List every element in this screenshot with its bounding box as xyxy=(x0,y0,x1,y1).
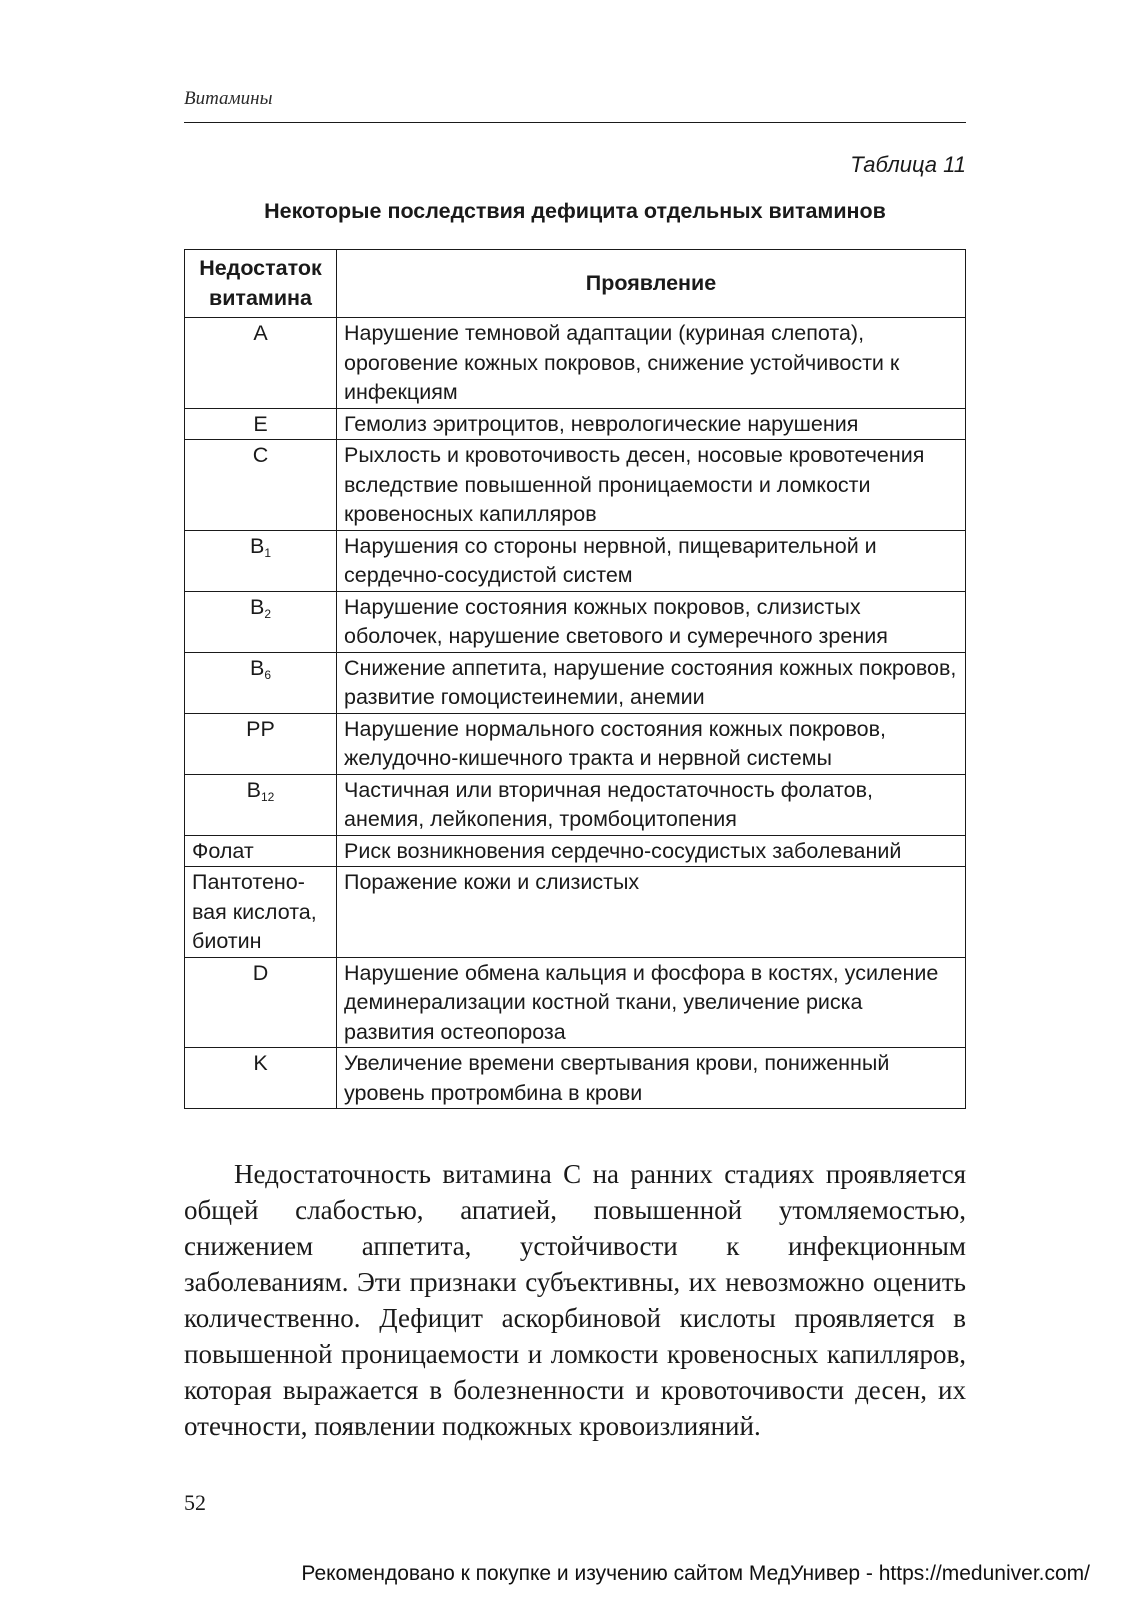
vitamin-subscript: 6 xyxy=(264,667,272,682)
vitamin-cell xyxy=(185,835,337,867)
watermark-text: Рекомендовано к покупке и изучению сайтом МедУнивер - https://meduniver.com/ xyxy=(301,1562,1090,1585)
effect-cell: Нарушения со стороны нервной, пищеварительной и сердечно-сосудистой систем xyxy=(337,530,966,591)
table-row xyxy=(185,1048,966,1109)
body-paragraph: Недостаточность витамина C на ранних стадиях проявляется общей слабостью, апатией, повышенной утомляемостью, снижением аппетита, устойчивости к инфекционным заболеваниям. Эти признаки субъективны, их невозможно оценить количественно. Дефицит аскорбиновой кислоты проявляется в повышенной проницаемости и ломкости кровеносных капилляров, которая выражается в болезненности и кровоточивости десен, их отечности, появлении подкожных кровоизлияний. xyxy=(184,1159,966,1441)
header-rule xyxy=(184,122,966,123)
effect-cell: Нарушение состояния кожных покровов, слизистых оболочек, нарушение светового и сумеречного зрения xyxy=(337,591,966,652)
effect-cell: Частичная или вторичная недостаточность фолатов, анемия, лейкопения, тромбоцитопения xyxy=(337,774,966,835)
effect-cell: Нарушение обмена кальция и фосфора в костях, усиление деминерализации костной ткани, увеличение риска развития остеопороза xyxy=(337,957,966,1048)
vitamin-cell xyxy=(185,408,337,440)
effect-cell: Поражение кожи и слизистых xyxy=(337,867,966,958)
running-head: Витамины xyxy=(184,88,273,109)
vitamin-cell xyxy=(185,867,337,958)
vitamin-cell xyxy=(185,652,337,713)
table-row xyxy=(185,530,966,591)
vitamin-cell xyxy=(185,1048,337,1109)
table-row xyxy=(185,835,966,867)
vitamin-name: Пантотеновая кислота, биотин xyxy=(192,870,317,953)
vitamin-cell xyxy=(185,957,337,1048)
vitamin-cell xyxy=(185,713,337,774)
column-header-effect: Проявление xyxy=(337,250,966,318)
vitamin-name: B xyxy=(249,594,265,619)
vitamin-name: Фолат xyxy=(192,838,254,863)
vitamin-cell xyxy=(185,318,337,409)
vitamin-name: B xyxy=(249,533,265,558)
vitamin-name: B xyxy=(249,655,265,680)
vitamin-subscript: 2 xyxy=(264,606,272,621)
vitamin-name: D xyxy=(252,960,269,985)
effect-cell: Нарушение нормального состояния кожных покровов, желудочно-кишечного тракта и нервной системы xyxy=(337,713,966,774)
table-row xyxy=(185,318,966,409)
effect-cell: Гемолиз эритроцитов, неврологические нарушения xyxy=(337,408,966,440)
table-header-row xyxy=(185,250,966,318)
table-row xyxy=(185,774,966,835)
vitamin-name: A xyxy=(253,321,268,345)
table-row xyxy=(185,867,966,958)
effect-cell: Рыхлость и кровоточивость десен, носовые кровотечения вследствие повышенной проницаемости и ломкости кровеносных капилляров xyxy=(337,440,966,531)
vitamin-name: C xyxy=(252,443,269,467)
table-row xyxy=(185,957,966,1048)
vitamin-deficiency-table xyxy=(184,249,966,1109)
table-row xyxy=(185,440,966,531)
effect-cell: Снижение аппетита, нарушение состояния кожных покровов, развитие гомоцистеинемии, анемии xyxy=(337,652,966,713)
table-title: Некоторые последствия дефицита отдельных витаминов xyxy=(264,199,886,223)
table-body xyxy=(185,318,966,1109)
vitamin-name: K xyxy=(253,1051,268,1075)
vitamin-subscript: 1 xyxy=(264,545,272,560)
effect-cell: Риск возникновения сердечно-сосудистых заболеваний xyxy=(337,835,966,867)
vitamin-cell xyxy=(185,530,337,591)
table-row xyxy=(185,713,966,774)
vitamin-cell xyxy=(185,591,337,652)
table-number: Таблица 11 xyxy=(850,152,966,177)
page-number: 52 xyxy=(184,1490,206,1515)
vitamin-subscript: 12 xyxy=(260,789,275,804)
column-header-vitamin: Недостаток витамина xyxy=(185,250,337,318)
table-row xyxy=(185,408,966,440)
table-row xyxy=(185,652,966,713)
vitamin-cell xyxy=(185,440,337,531)
vitamin-name: E xyxy=(253,411,268,436)
vitamin-name: PP xyxy=(246,716,275,741)
effect-cell: Увеличение времени свертывания крови, пониженный уровень протромбина в крови xyxy=(337,1048,966,1109)
table-row xyxy=(185,591,966,652)
vitamin-cell xyxy=(185,774,337,835)
vitamin-name: B xyxy=(246,777,261,802)
effect-cell: Нарушение темновой адаптации (куриная слепота), ороговение кожных покровов, снижение устойчивости к инфекциям xyxy=(337,318,966,409)
